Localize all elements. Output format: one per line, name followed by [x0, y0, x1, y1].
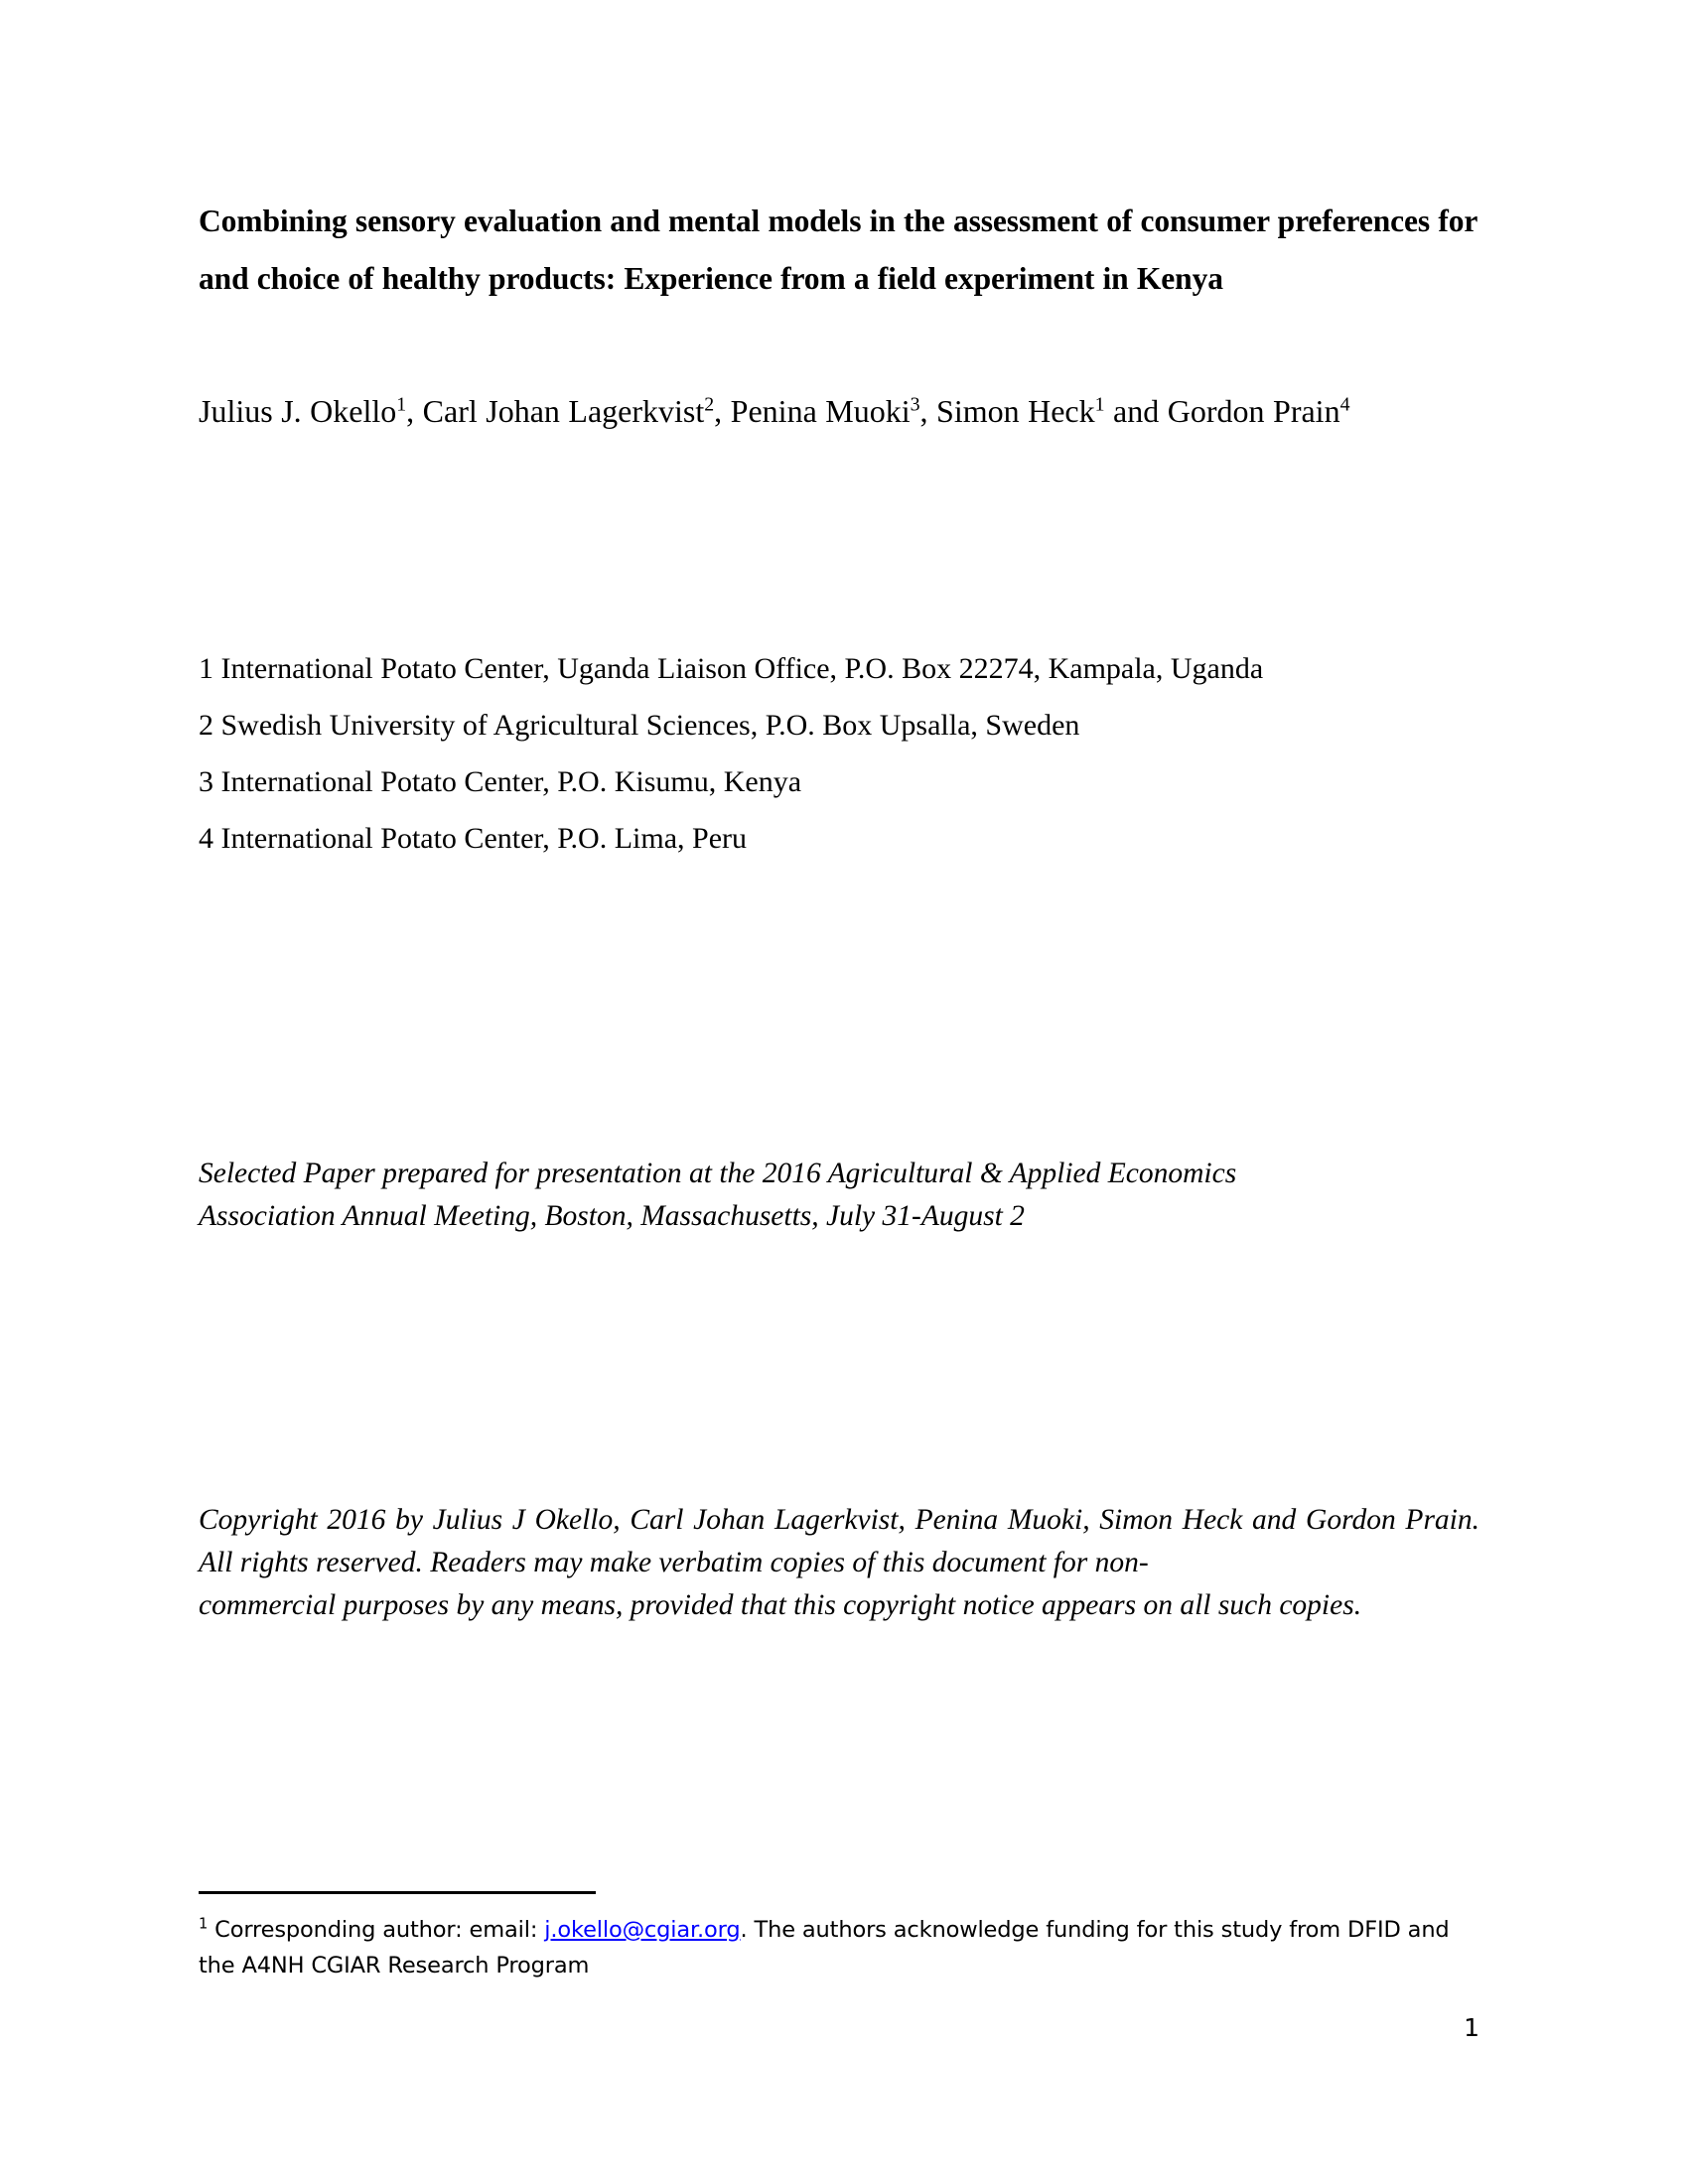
- corresponding-author-email-link[interactable]: j.okello@cgiar.org: [544, 1917, 741, 1943]
- authors-line: [199, 308, 1479, 431]
- author-affiliation-marker-5: 4: [1339, 393, 1350, 416]
- author-name-3: , Penina Muoki: [714, 393, 911, 429]
- affiliation-item: 1 International Potato Center, Uganda Liaison Office, P.O. Box 22274, Kampala, Uganda: [199, 652, 1264, 685]
- author-name-1: Julius J. Okello: [199, 393, 397, 429]
- copyright-note-body: Copyright 2016 by Julius J Okello, Carl Johan Lagerkvist, Penina Muoki, Simon Heck and Gordon Prain. All rights reserved. Readers may make verbatim copies of this document for non-: [199, 1504, 1479, 1578]
- selected-paper-note: [199, 867, 1479, 1238]
- footnote-marker: 1: [199, 1915, 209, 1933]
- selected-paper-note-body: Selected Paper prepared for presentation at the 2016 Agricultural & Applied Economics: [199, 1158, 1237, 1189]
- footnote-separator-rule: [199, 1891, 596, 1894]
- affiliation-item: 3 International Potato Center, P.O. Kisumu, Kenya: [199, 765, 802, 798]
- author-affiliation-marker-2: 2: [704, 393, 715, 416]
- author-affiliation-marker-3: 3: [910, 393, 920, 416]
- author-name-4: , Simon Heck: [919, 393, 1095, 429]
- author-affiliation-marker-4: 1: [1094, 393, 1105, 416]
- page-number: 1: [1464, 2013, 1479, 2042]
- author-name-5: and Gordon Prain: [1104, 393, 1340, 429]
- page-content-column: [199, 0, 1479, 1627]
- affiliation-item: 4 International Potato Center, P.O. Lima, Peru: [199, 822, 748, 855]
- affiliations-block: [199, 431, 1479, 867]
- author-name-2: , Carl Johan Lagerkvist: [406, 393, 705, 429]
- selected-paper-note-last-line: Association Annual Meeting, Boston, Massachusetts, July 31-August 2: [199, 1200, 1025, 1232]
- page-title: Combining sensory evaluation and mental models in the assessment of consumer preferences for and choice of healthy products: Experience from a field experiment in Kenya: [199, 204, 1477, 296]
- footnote-text-after-email: . The authors acknowledge funding for this study from DFID and the A4NH CGIAR Research Program: [199, 1917, 1450, 1979]
- affiliation-item: 2 Swedish University of Agricultural Sciences, P.O. Box Upsalla, Sweden: [199, 709, 1080, 742]
- copyright-note: [199, 1238, 1479, 1627]
- footnote-block: [199, 1891, 1479, 1983]
- copyright-note-last-line: commercial purposes by any means, provided that this copyright notice appears on all such copies.: [199, 1589, 1362, 1621]
- author-affiliation-marker-1: 1: [396, 393, 407, 416]
- footnote-corresponding-author: [199, 1912, 1479, 1983]
- footnote-text-before-email: Corresponding author: email:: [208, 1917, 545, 1943]
